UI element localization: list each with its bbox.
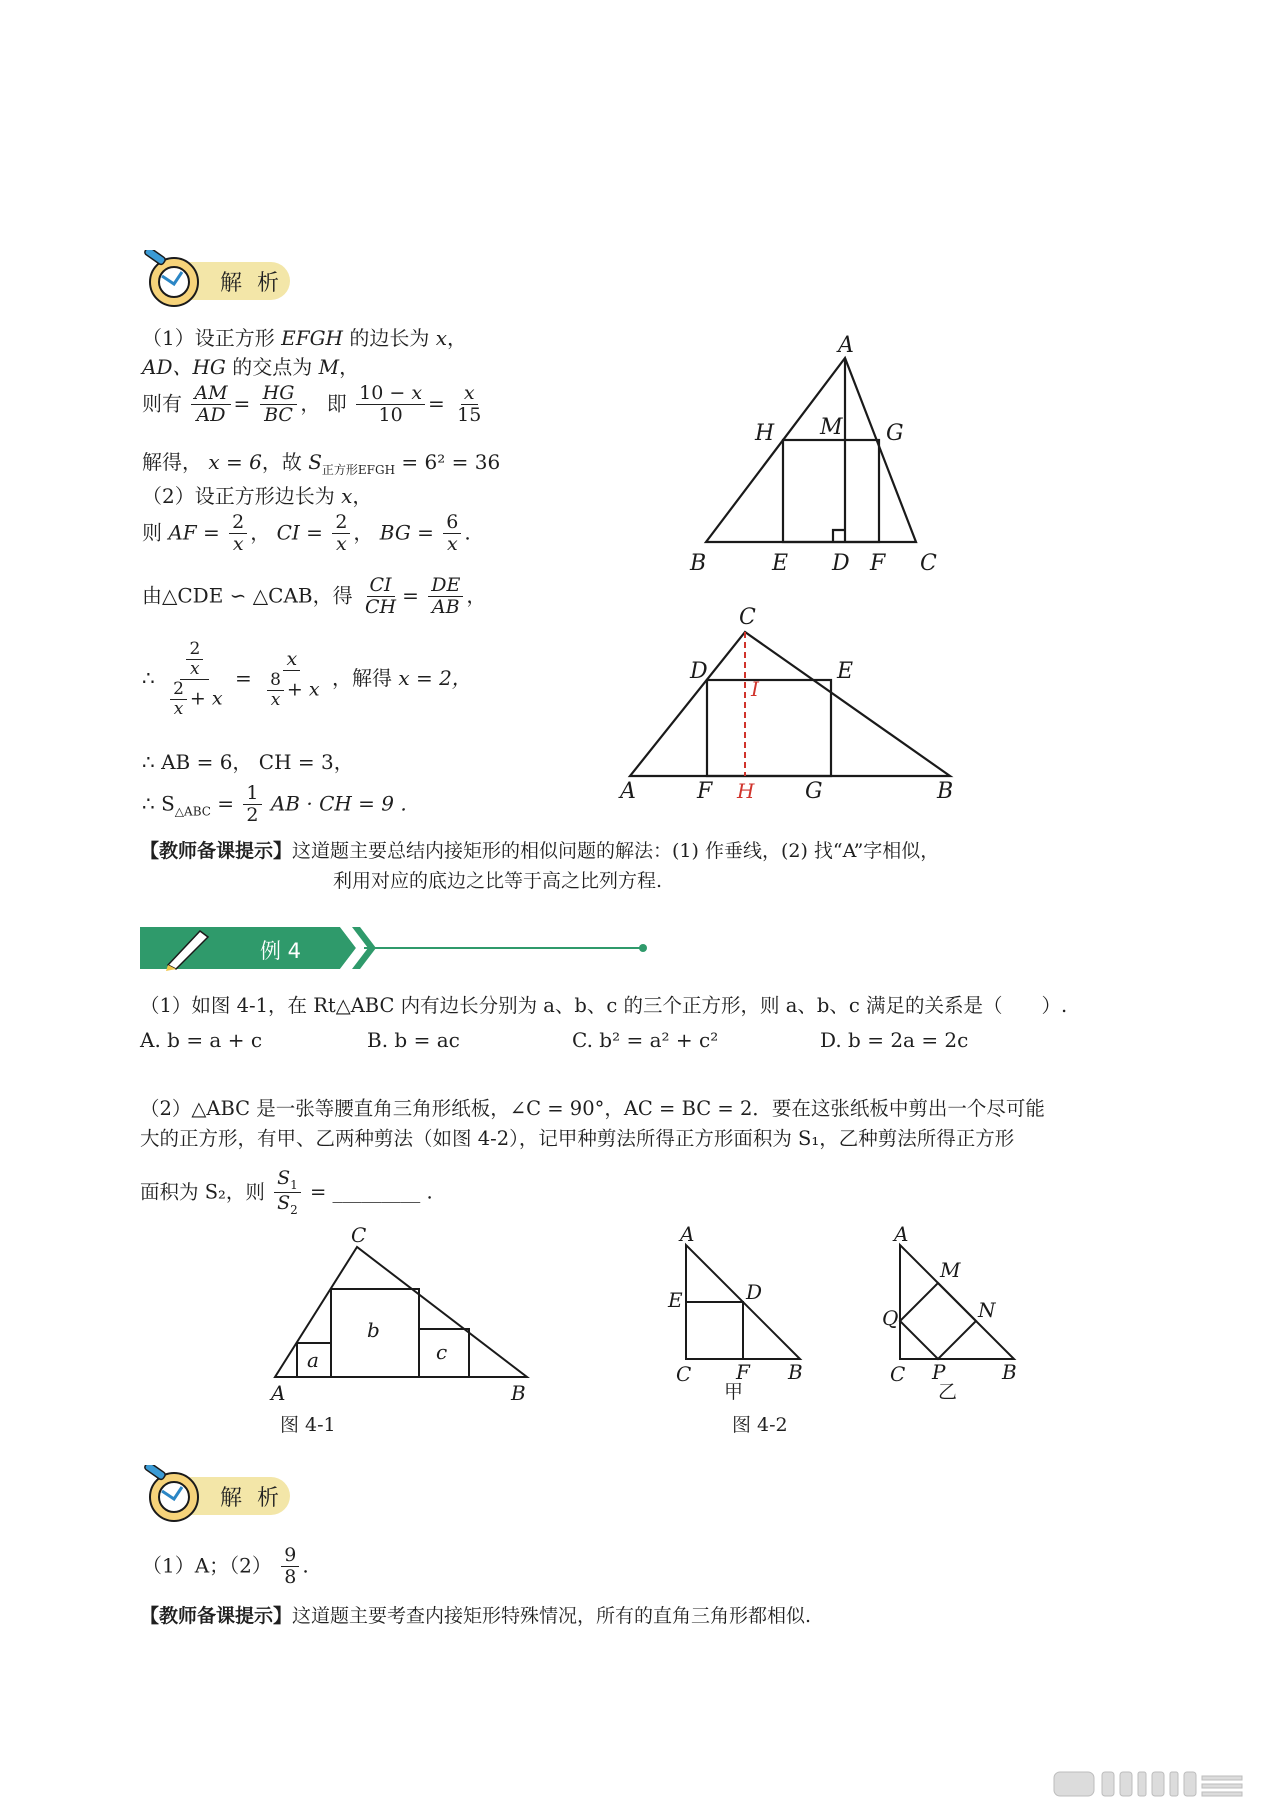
svg-text:F: F [697,779,713,800]
sol1-line-9: ∴ AB = 6， CH = 3， [142,750,354,774]
sol2-answer: （1）A；（2） $\frac{9}{8}$ . [142,1544,309,1588]
sol1-line-7: 由△CDE ∽ △CAB，得 $\frac{CI}{CH}$ = $\frac{DE}{AB}$ ， [142,574,487,618]
sol1-line-10: ∴ $S_{\triangle ABC}$ = $\frac{1}{2}$ AB · CH = 9 . [142,782,407,826]
option-b: B. b = ac [367,1028,460,1052]
page-mark-icon [1050,1770,1260,1798]
svg-text:A: A [620,779,636,800]
svg-text:E: E [837,659,854,684]
figure-jia-label: 甲 [724,1381,744,1403]
example-label: 例 4 [260,939,302,963]
svg-text:C: C [351,1225,367,1247]
figure-4-1 [265,1225,545,1410]
svg-text:Q: Q [882,1306,899,1330]
svg-text:G: G [886,421,904,446]
svg-text:E: E [772,551,789,576]
svg-text:G: G [805,779,823,800]
svg-text:A: A [680,1225,695,1246]
sol1-line-6: 则 AF = $\frac{2}{x}$ ， CI = $\frac{2}{x}$ ， BG = $\frac{6}{x}$ . [142,511,471,555]
sol1-line-1: （1）设正方形 EFGH 的边长为 x， [142,326,467,350]
option-a: A. b = a + c [140,1028,263,1052]
analysis-label: 解 析 [220,271,283,296]
example-banner [140,925,650,971]
svg-text:B: B [1002,1360,1017,1384]
svg-text:a: a [307,1348,319,1372]
svg-text:P: P [932,1360,946,1384]
question-2-line-2: 大的正方形，有甲、乙两种剪法（如图 4-2），记甲种剪法所得正方形面积为 S₁，乙种剪法所得正方形 [140,1127,1015,1150]
svg-text:I: I [751,677,759,701]
svg-text:b: b [367,1318,380,1342]
sol1-line-8: ∴ $\frac{2}{x}$ $\frac{2}{x}$ + x = x $\frac{8}{x}$ + x ，解得 x = 2， [142,639,472,719]
svg-text:D: D [832,551,850,576]
svg-text:H: H [737,779,755,800]
analysis-header-2 [140,1465,300,1525]
teacher-tip-1-cont: 利用对应的底边之比等于高之比列方程. [333,870,663,892]
option-d: D. b = 2a = 2c [820,1028,969,1052]
svg-text:c: c [436,1340,448,1364]
figure-4-1-caption: 图 4-1 [280,1414,336,1436]
svg-text:D: D [746,1280,763,1304]
svg-text:A: A [838,333,854,358]
question-1: （1）如图 4-1，在 Rt△ABC 内有边长分别为 a、b、c 的三个正方形，则 a、b、c 满足的关系是（ ）. [140,994,1068,1017]
figure-4-2-jia [660,1225,810,1390]
figure-4-2-caption: 图 4-2 [732,1414,788,1436]
svg-text:B: B [511,1381,526,1405]
svg-text:H: H [755,421,775,446]
magnifier-icon [140,250,210,310]
analysis-label: 解 析 [220,1486,283,1511]
svg-text:A: A [271,1381,286,1405]
svg-text:N: N [978,1298,996,1322]
svg-text:D: D [690,659,708,684]
question-2-line-3: 面积为 S₂，则 $\frac{S_1}{S_2}$ = _________ . [140,1167,433,1218]
sol1-line-5: （2）设正方形边长为 x， [142,484,373,508]
svg-text:B: B [690,551,707,576]
svg-text:C: C [890,1362,906,1386]
svg-text:F: F [870,551,886,576]
teacher-tip-2: 【教师备课提示】这道题主要考查内接矩形特殊情况，所有的直角三角形都相似. [140,1605,812,1627]
question-2-line-1: （2）△ABC 是一张等腰直角三角形纸板，∠C = 90°，AC = BC = 2．要在这张纸板中剪出一个尽可能 [140,1097,1045,1120]
figure-rectangle-in-triangle [615,600,965,800]
magnifier-icon [140,1465,210,1525]
teacher-tip-1: 【教师备课提示】这道题主要总结内接矩形的相似问题的解法：(1) 作垂线，(2) 找“A”字相似， [140,840,940,862]
svg-text:B: B [788,1360,803,1384]
svg-text:C: C [739,605,756,630]
option-c: C. b² = a² + c² [572,1028,719,1052]
svg-text:F: F [736,1360,750,1384]
figure-yi-label: 乙 [938,1381,958,1403]
sol1-line-4: 解得， x = 6，故 $S_{正方形EFGH} = 6^2 = 36$ [142,450,501,477]
figure-4-2-yi [880,1225,1030,1390]
svg-text:M: M [940,1258,961,1282]
sol1-line-3: 则有 $\frac{AM}{AD}$ = $\frac{HG}{BC}$ ， 即 $\frac{10 - x}{10}$ = $\frac{x}{15}$ [142,382,482,426]
svg-text:M: M [820,415,843,440]
svg-text:A: A [894,1225,909,1246]
svg-text:B: B [937,779,954,800]
svg-text:E: E [668,1288,683,1312]
figure-square-in-triangle [680,330,950,580]
svg-text:C: C [676,1362,692,1386]
analysis-header-1 [140,250,300,310]
sol1-line-2: AD、HG 的交点为 M， [142,355,360,379]
svg-text:C: C [920,551,937,576]
